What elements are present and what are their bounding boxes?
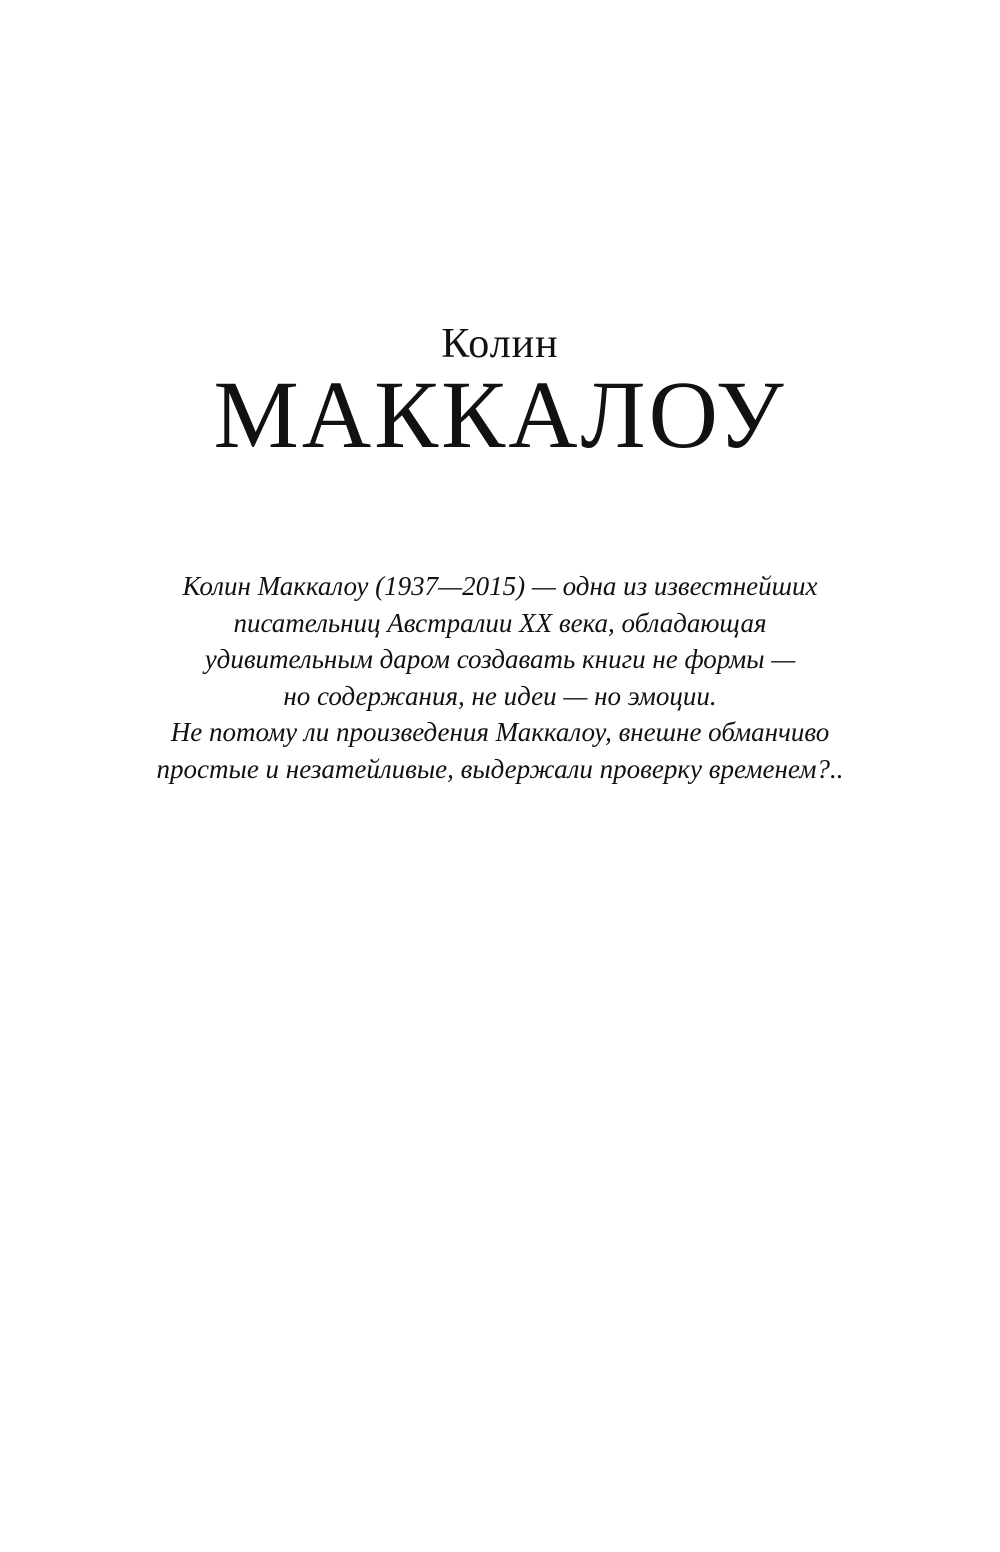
author-last-name: МАККАЛОУ xyxy=(213,361,787,468)
blurb-line: Не потому ли произведения Маккалоу, внешне обманчиво xyxy=(170,717,830,747)
blurb-line: Колин Маккалоу (1937—2015) — одна из известнейших xyxy=(182,571,818,601)
author-first-name: Колин xyxy=(441,321,559,367)
blurb-line: но содержания, не идеи — но эмоции. xyxy=(283,680,717,711)
blurb-line: простые и незатейливые, выдержали проверку временем?.. xyxy=(156,753,844,784)
blurb-line: писательниц Австралии XX века, обладающая xyxy=(233,607,767,638)
blurb-line: удивительным даром создавать книги не формы — xyxy=(204,644,796,674)
author-blurb xyxy=(120,568,880,787)
